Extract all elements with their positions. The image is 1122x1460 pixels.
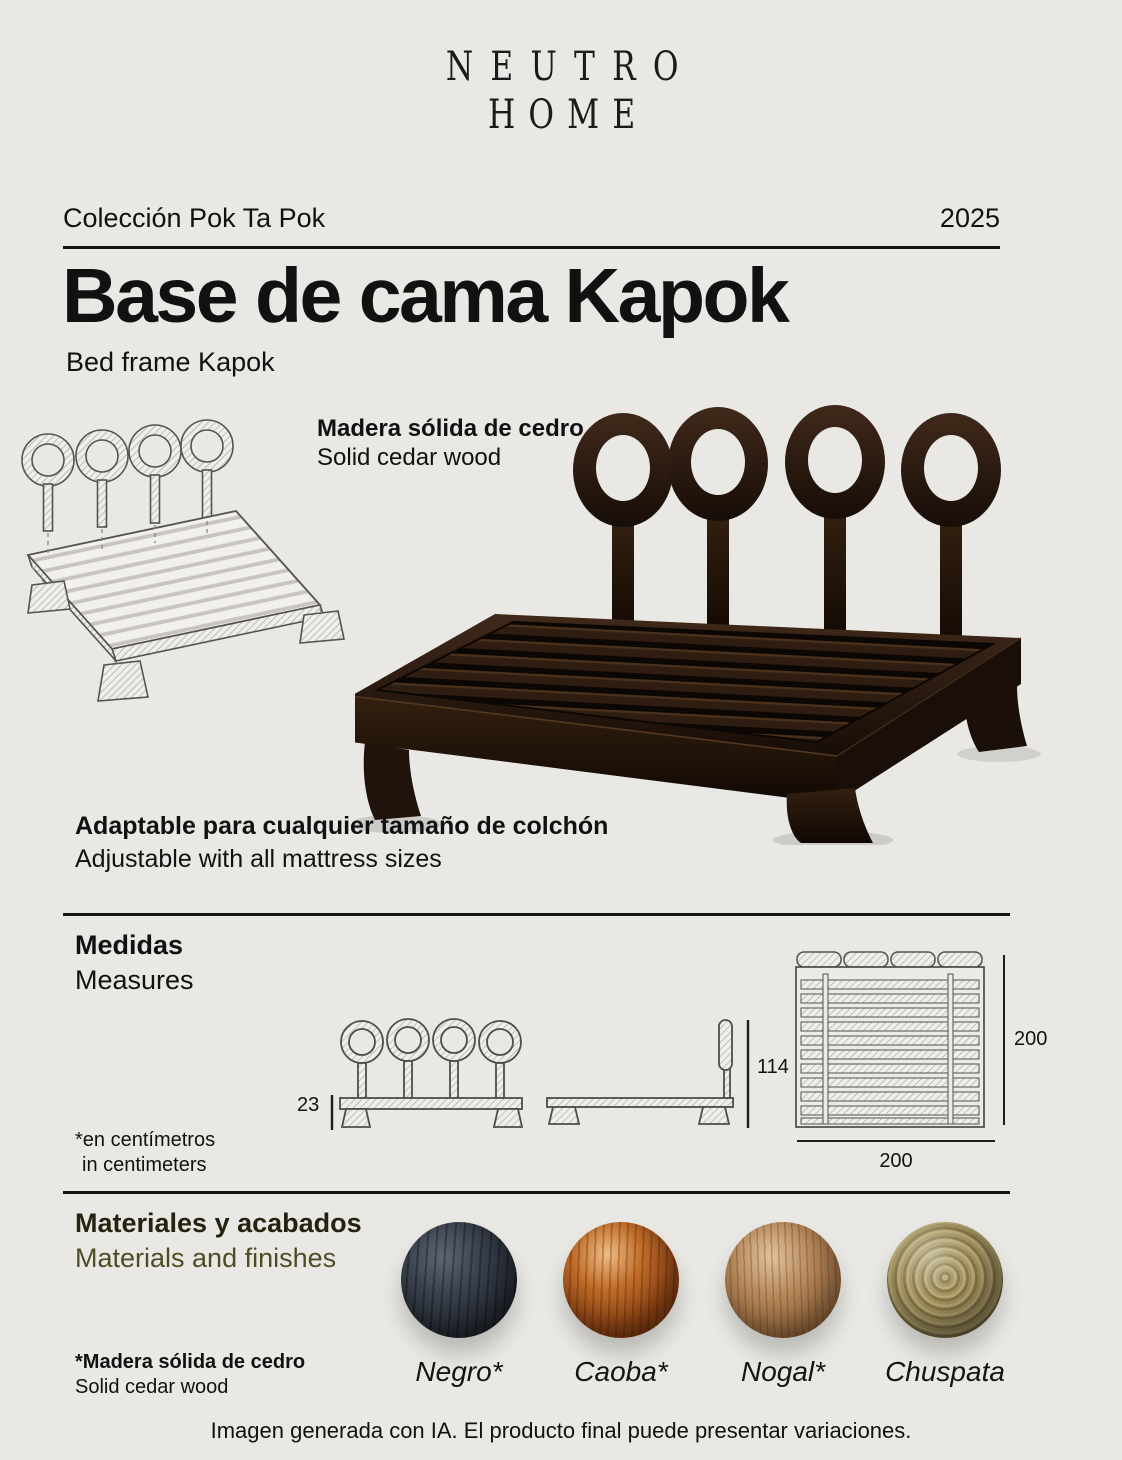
bed-product-photo [355,390,1065,845]
divider-measures [63,913,1010,916]
top-view-drawing [795,950,995,1146]
materials-note-en: Solid cedar wood [75,1376,229,1398]
material-label-en: Solid cedar wood [317,444,502,472]
brand-logo [0,43,1122,139]
side-elevation-drawing [535,1008,760,1143]
exploded-sketch-illustration [8,403,364,703]
nogal-material-sphere [725,1222,841,1338]
swatch-label: Nogal* [740,1356,826,1387]
adaptable-es: Adaptable para cualquier tamaño de colchón [75,812,609,840]
front-elevation-drawing [290,1008,540,1143]
material-label-es: Madera sólida de cedro [317,415,584,442]
measures-heading-es: Medidas [75,930,184,960]
swatch-label: Chuspata [885,1356,1005,1387]
page-title: Base de cama Kapok [62,253,788,339]
adaptable-en: Adjustable with all mattress sizes [75,844,442,873]
swatch-label: Caoba* [574,1356,668,1387]
collection-name: Colección Pok Ta Pok [63,203,326,233]
swatch-nogal [710,1222,856,1388]
page-subtitle: Bed frame Kapok [66,347,275,377]
dim-platform-height: 23 [297,1094,320,1116]
materials-heading [75,1206,362,1275]
brand-line2: HOME [487,91,649,139]
dim-headboard-height: 114 [757,1056,789,1078]
divider-materials [63,1191,1010,1194]
units-note-en: in centimeters [82,1154,207,1176]
dim-length: 200 [1014,1028,1048,1050]
dim-line-width [797,1140,995,1142]
materials-heading-es: Materiales y acabados [75,1208,362,1238]
dim-line-length [1003,955,1005,1125]
finish-swatch-row [386,1222,1018,1388]
ai-disclaimer: Imagen generada con IA. El producto final puede presentar variaciones. [210,1418,912,1443]
collection-year: 2025 [939,203,1000,233]
swatch-chuspata [872,1222,1018,1388]
units-note-es: *en centímetros [75,1129,216,1151]
caoba-material-sphere [563,1222,679,1338]
swatch-label: Negro* [415,1356,503,1387]
materials-note-es: *Madera sólida de cedro [75,1351,306,1373]
negro-material-sphere [401,1222,517,1338]
dim-width: 200 [879,1150,913,1172]
brand-line1: NEUTRO [445,43,696,91]
measures-heading [75,928,194,997]
adaptable-note [75,810,608,875]
units-note [75,1128,215,1178]
materials-heading-en: Materials and finishes [75,1242,337,1273]
chuspata-material-sphere [887,1222,1003,1338]
swatch-negro [386,1222,532,1388]
swatch-caoba [548,1222,694,1388]
materials-note [75,1350,305,1400]
measures-heading-en: Measures [75,964,194,995]
header-meta [63,203,1000,249]
